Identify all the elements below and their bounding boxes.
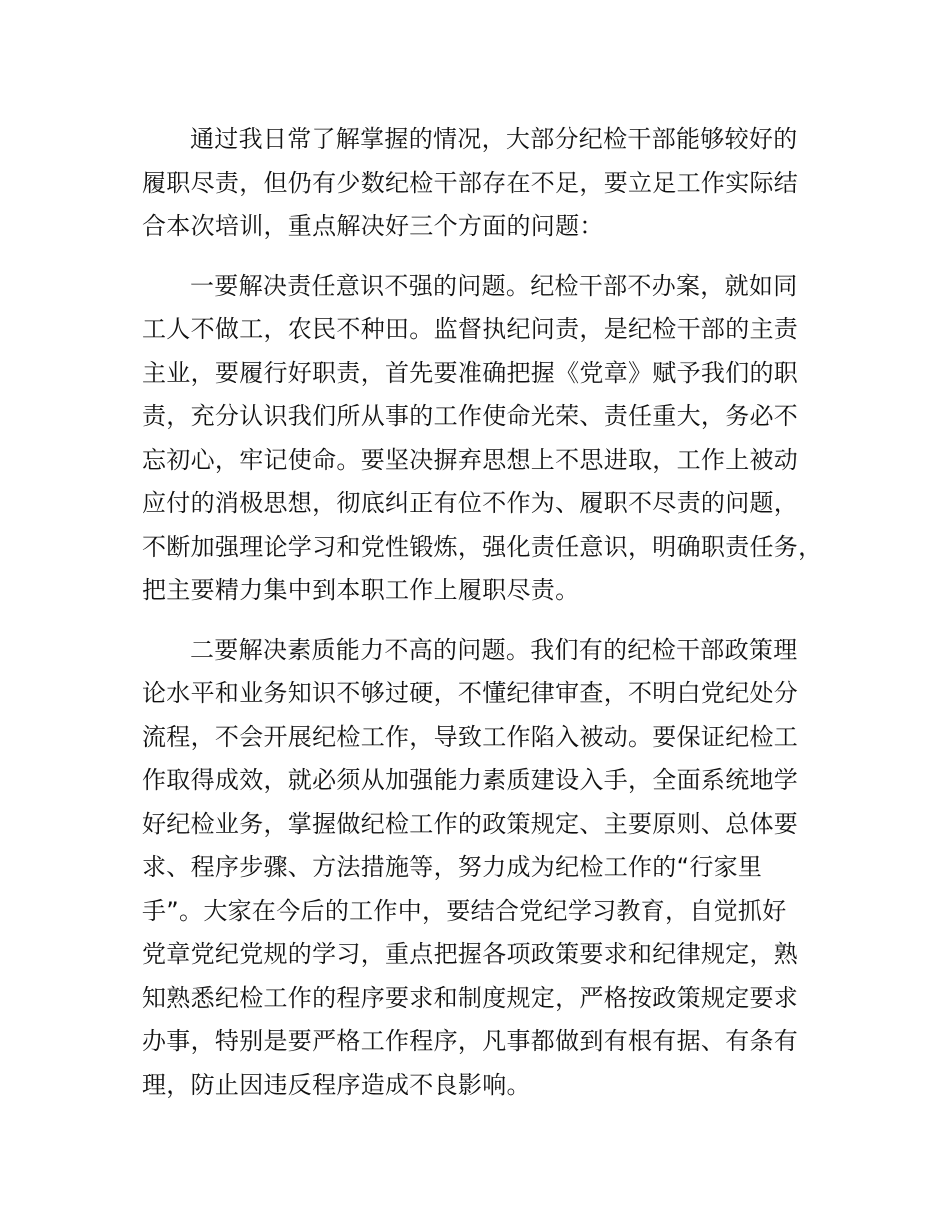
document-body	[142, 118, 862, 1123]
paragraph-responsibility: 一要解决责任意识不强的问题。纪检干部不办案，就如同 工人不做工，农民不种田。监督执纪问责，是纪检干部的主责 主业，要履行好职责，首先要准确把握《党章》赋予我们的职 责，充分认识我们所从事的工作使命光荣、责任重大，务必不 忘初心，牢记使命。要坚决摒弃思想上不思进取，工作上被动 应付的消极思想，彻底纠正有位不作为、履职不尽责的问题， 不断加强理论学习和党性锻炼，强化责任意识，明确职责任务， 把主要精力集中到本职工作上履职尽责。	[142, 271, 823, 604]
paragraph-ability: 二要解决素质能力不高的问题。我们有的纪检干部政策理 论水平和业务知识不够过硬，不懂纪律审查，不明白党纪处分 流程，不会开展纪检工作，导致工作陷入被动。要保证纪检工 作取得成效，就必须从加强能力素质建设入手，全面系统地学 好纪检业务，掌握做纪检工作的政策规定、主要原则、总体要 求、程序步骤、方法措施等，努力成为纪检工作的“行家里 手”。大家在今后的工作中，要结合党纪学习教育，自觉抓好 党章党纪党规的学习，重点把握各项政策要求和纪律规定，熟 知熟悉纪检工作的程序要求和制度规定，严格按政策规定要求 办事，特别是要严格工作程序，凡事都做到有根有据、有条有 理，防止因违反程序造成不良影响。	[142, 635, 799, 1099]
paragraph-intro: 通过我日常了解掌握的情况，大部分纪检干部能够较好的 履职尽责，但仍有少数纪检干部存在不足，要立足工作实际结 合本次培训，重点解决好三个方面的问题：	[142, 125, 799, 240]
